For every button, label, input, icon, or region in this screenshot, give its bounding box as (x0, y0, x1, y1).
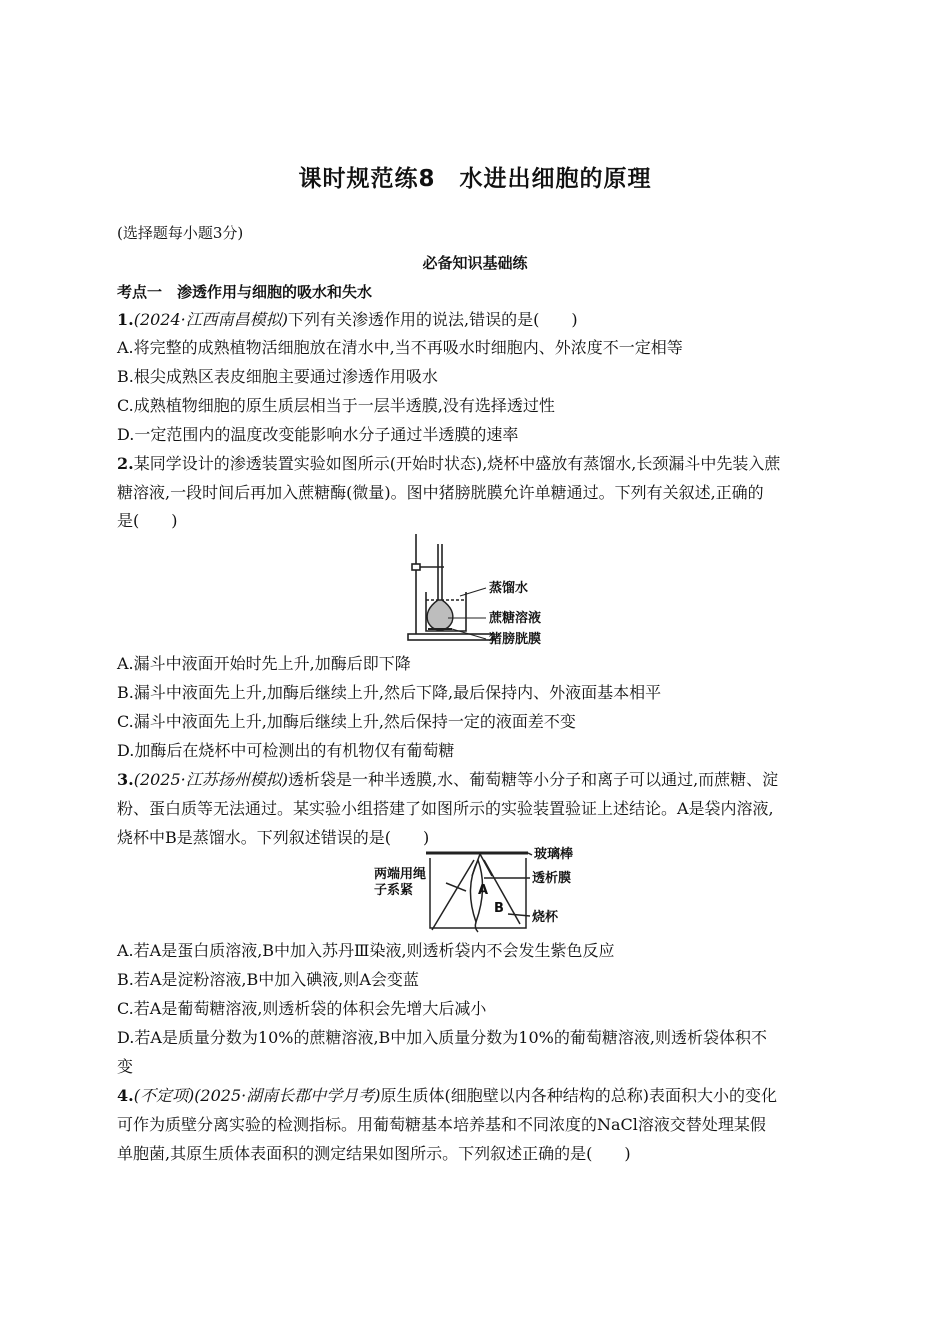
option-c: C.若A是葡萄糖溶液,则透析袋的体积会先增大后减小 (117, 999, 487, 1018)
question-text: 原生质体(细胞壁以内各种结构的总称)表面积大小的变化 (380, 1086, 777, 1105)
question-2-stem-line: 糖溶液,一段时间后再加入蔗糖酶(微量)。图中猪膀胱膜允许单糖通过。下列有关叙述,正确的 (117, 483, 764, 502)
question-1-stem (117, 310, 578, 330)
question-number: 4. (117, 1086, 134, 1105)
score-note: (选择题每小题3分) (117, 224, 244, 242)
label-pig-bladder-membrane: 猪膀胱膜 (489, 632, 542, 647)
label-solution-a: A (478, 883, 489, 898)
topic-heading: 考点一 渗透作用与细胞的吸水和失水 (117, 283, 373, 301)
question-3-stem-line: 粉、蛋白质等无法通过。某实验小组搭建了如图所示的实验装置验证上述结论。A是袋内溶液, (117, 799, 774, 818)
question-3-stem (117, 770, 778, 790)
question-3-stem-line: 烧杯中B是蒸馏水。下列叙述错误的是( ) (117, 828, 430, 847)
question-text: 透析袋是一种半透膜,水、葡萄糖等小分子和离子可以通过,而蔗糖、淀 (288, 770, 779, 789)
osmosis-apparatus-figure (400, 530, 560, 648)
dialysis-bag-figure (370, 846, 590, 936)
label-sucrose-solution: 蔗糖溶液 (489, 611, 542, 626)
page-title: 课时规范练8 水进出细胞的原理 (298, 166, 652, 192)
option-c: C.漏斗中液面先上升,加酶后继续上升,然后保持一定的液面差不变 (117, 712, 576, 731)
question-number: 2. (117, 454, 134, 473)
label-tied-ends-line-1: 两端用绳 (374, 867, 427, 882)
option-d-continued: 变 (117, 1057, 134, 1076)
funnel-bulb (427, 600, 453, 630)
question-text: 某同学设计的渗透装置实验如图所示(开始时状态),烧杯中盛放有蒸馏水,长颈漏斗中先装入蔗 (133, 454, 781, 473)
label-tied-ends-line-2: 子系紧 (374, 883, 414, 898)
question-4-stem-line: 单胞菌,其原生质体表面积的测定结果如图所示。下列叙述正确的是( ) (117, 1144, 631, 1163)
question-number: 1. (117, 310, 134, 329)
question-source: (不定项)(2025·湖南长郡中学月考) (133, 1086, 381, 1105)
question-text: 下列有关渗透作用的说法,错误的是( ) (288, 310, 578, 329)
label-beaker: 烧杯 (532, 910, 559, 925)
label-dialysis-membrane: 透析膜 (532, 871, 572, 886)
option-a: A.若A是蛋白质溶液,B中加入苏丹Ⅲ染液,则透析袋内不会发生紫色反应 (117, 941, 615, 960)
option-b: B.根尖成熟区表皮细胞主要通过渗透作用吸水 (117, 367, 438, 386)
question-4-stem-line: 可作为质壁分离实验的检测指标。用葡萄糖基本培养基和不同浓度的NaCl溶液交替处理某假 (117, 1115, 766, 1134)
option-c: C.成熟植物细胞的原生质层相当于一层半透膜,没有选择透过性 (117, 396, 555, 415)
option-b: B.若A是淀粉溶液,B中加入碘液,则A会变蓝 (117, 970, 419, 989)
option-d: D.加酶后在烧杯中可检测出的有机物仅有葡萄糖 (117, 741, 455, 760)
section-title: 必备知识基础练 (422, 254, 528, 272)
label-water-b: B (494, 901, 504, 916)
option-d: D.一定范围内的温度改变能影响水分子通过半透膜的速率 (117, 425, 519, 444)
question-number: 3. (117, 770, 134, 789)
question-source: (2025·江苏扬州模拟) (133, 770, 288, 789)
option-a: A.将完整的成熟植物活细胞放在清水中,当不再吸水时细胞内、外浓度不一定相等 (117, 338, 683, 357)
question-2-stem (117, 454, 780, 474)
question-4-stem (117, 1086, 777, 1106)
option-d: D.若A是质量分数为10%的蔗糖溶液,B中加入质量分数为10%的葡萄糖溶液,则透析袋体积不 (117, 1028, 767, 1047)
label-glass-rod: 玻璃棒 (534, 847, 574, 862)
question-source: (2024·江西南昌模拟) (133, 310, 288, 329)
option-b: B.漏斗中液面先上升,加酶后继续上升,然后下降,最后保持内、外液面基本相平 (117, 683, 662, 702)
label-distilled-water: 蒸馏水 (489, 581, 529, 596)
option-a: A.漏斗中液面开始时先上升,加酶后即下降 (117, 654, 411, 673)
question-2-stem-line: 是( ) (117, 511, 178, 530)
